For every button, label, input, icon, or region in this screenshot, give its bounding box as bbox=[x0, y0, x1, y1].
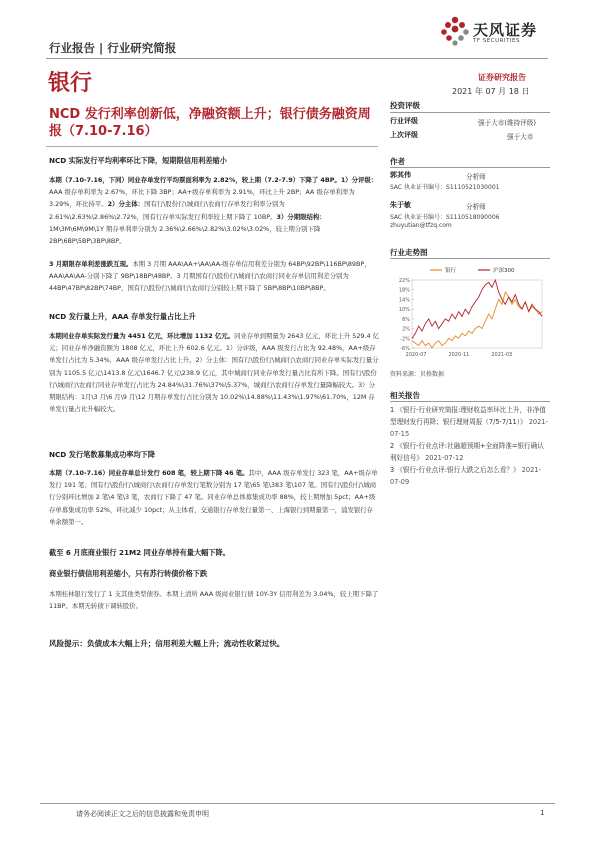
industry-trend-chart bbox=[390, 262, 550, 360]
logo-text-en: TF SECURITIES bbox=[473, 38, 520, 44]
y-tick-label: -6% bbox=[400, 346, 410, 352]
sidebar-divider bbox=[390, 112, 550, 113]
legend-label: 银行 bbox=[445, 268, 457, 274]
footer-disclaimer: 请务必阅读正文之后的信息披露和免责申明 bbox=[76, 810, 209, 818]
report-title: NCD 发行利率创新低，净融资额上升；银行债务融资周报（7.10-7.16） bbox=[49, 107, 371, 139]
prev-rating-label: 上次评级 bbox=[390, 131, 418, 139]
author-cert: SAC 执业证书编号：S1110521030001 bbox=[390, 184, 500, 191]
header-divider bbox=[46, 58, 548, 59]
y-tick-label: 18% bbox=[398, 287, 410, 294]
body-paragraph: 本期桂林银行发行了 1 支其他类型债券。本期上清所 AAA 级商业银行债 10Y-3Y 信用利差为 3.04%，较上期下降了 11BP。本期无转债下调转股价。 bbox=[49, 590, 379, 611]
section-heading: NCD 实际发行平均利率环比下降，短期限信用利差缩小 bbox=[49, 156, 227, 165]
y-tick-label: 6% bbox=[402, 316, 410, 323]
footer-divider bbox=[40, 803, 555, 804]
section-heading: NCD 发行笔数募集成功率均下降 bbox=[49, 450, 156, 459]
y-tick-label: -2% bbox=[400, 336, 410, 343]
report-date: 2021 年 07 月 18 日 bbox=[452, 87, 530, 96]
section-heading: NCD 发行量上升，AAA 存单发行量占比上升 bbox=[49, 312, 196, 321]
chart-frame bbox=[412, 280, 542, 348]
related-report-item[interactable] bbox=[390, 404, 550, 440]
company-logo bbox=[440, 13, 550, 53]
rating-title: 投资评级 bbox=[390, 101, 420, 110]
body-paragraph: 本期（7.10-7.16）同业存单总计发行 608 笔，较上期下降 46 笔。其中，AAA 级存单发行 323 笔，AA+级存单发行 191 笔；国有行\股份行\城商行\农商行存单发行笔数分别为 17 笔\65 笔\383 笔\107 笔。国有行\股份行\城商行分别环比增加 2 笔\4 笔\3 笔，农商行下降了 47 笔。同业存单总体募集成功率 88%，较上期增加 5pct；AA+级存单募集成功率 52%，环比减少 10pct；从主体看，交通银行存单发行量第一、上海银行到期量第一，浦发银行存单余额第一。 bbox=[49, 469, 378, 526]
y-tick-label: 22% bbox=[398, 278, 410, 284]
author-name: 朱于敏 bbox=[390, 201, 411, 209]
body-paragraph: 3 月期限存单利差涨跌互现。本期 3 月期 AAA\AA+\AA\AA-级存单信用利差分别为 64BP\92BP\116BP\89BP，AAA\AA\AA-分别下降了 9BP\18BP\48BP。3 月期国有行\股份行\城商行\农商行同业存单信用利差分别为 44BP\47BP\82BP\74BP，国有行\股份行\城商行\农商行分别较上期下降了 5BP\8BP\10BP\8BP。 bbox=[49, 260, 371, 293]
risk-warning: 风险提示：负债成本大幅上升；信用利差大幅上升；流动性收紧过快。 bbox=[49, 639, 285, 648]
y-tick-label: 10% bbox=[398, 307, 410, 314]
related-report-title[interactable]: 3 《银行-行业点评:银行大跌之后怎么看？》 bbox=[390, 466, 520, 474]
trend-title: 行业走势图 bbox=[390, 248, 428, 257]
x-tick-label: 2020-07 bbox=[405, 352, 427, 358]
report-category: 行业报告 | 行业研究简报 bbox=[49, 41, 177, 55]
series-line-hs300 bbox=[412, 280, 542, 338]
y-tick-label: 14% bbox=[398, 297, 410, 304]
author-name: 郭其伟 bbox=[390, 171, 411, 179]
report-type: 证券研究报告 bbox=[478, 73, 526, 82]
section-heading: 截至 6 月底商业银行 21M2 同业存单持有量大幅下降。 bbox=[49, 548, 230, 557]
trend-chart-svg bbox=[390, 262, 550, 360]
data-source: 资料来源：贝格数据 bbox=[390, 371, 445, 378]
sector-name: 银行 bbox=[48, 71, 93, 96]
author-email-link[interactable]: zhuyutian@tfzq.com bbox=[390, 222, 452, 229]
logo-text-cn: 天风证券 bbox=[473, 21, 538, 39]
authors-title: 作者 bbox=[390, 157, 405, 166]
x-tick-label: 2021-03 bbox=[491, 352, 513, 358]
y-tick-label: 2% bbox=[402, 326, 410, 333]
sidebar-divider bbox=[390, 167, 550, 168]
series-line-bank bbox=[412, 292, 542, 348]
body-paragraph: 本期（7.10-7.16，下同）同业存单发行平均票面利率为 2.82%，较上期（7.2-7.9）下降了 4BP。1）分评级：AAA 级存单利率为 2.67%，环比下降 3BP；AA+级存单利率为 2.91%，环比上升 2BP；AA 级存单利率为 3.29%，环比持平。2）分主体：国有行\股份行\城商行\农商行存单发行利率分别为 2.61%\2.63%\2.86%\2.72%，国有行存单实际发行利率较上期下降了 10BP。3）分期限结构：1M\3M\6M\9M\1Y 期存单利率分别为 2.36%\2.66%\2.82%\3.02%\3.02%，较上期分别下降 2BP\6BP\5BP\3BP\8BP。 bbox=[49, 176, 378, 246]
industry-rating-label: 行业评级 bbox=[390, 117, 418, 125]
page-number: 1 bbox=[540, 809, 545, 817]
author-cert: SAC 执业证书编号：S1110518090006 bbox=[390, 214, 500, 221]
related-title: 相关报告 bbox=[390, 391, 420, 400]
author-role: 分析师 bbox=[466, 203, 486, 211]
related-report-date: 2021-07-09 bbox=[390, 466, 541, 486]
body-paragraph: 本期同业存单实际发行量为 4451 亿元，环比增加 1132 亿元。同业存单到期量为 2643 亿元，环比上升 529.4 亿元；同业存单净融资额为 1808 亿元，环比上升 602.6 亿元。1）分评级，AAA 级发行占比为 92.48%，AA+级存单发行占比为 5.34%，AAA 级存单发行占比上升。2）分主体：国有行\股份行\城商行\农商行同业存单实际发行量分别为 1105.5 亿元\1413.8 亿元\1646.7 亿元\238.9 亿元，其中城商行同业存单发行量占比有所下降。国有行\股份行\城商行\农商行同业存单发行占比为 24.84%\31.76%\37%\5.37%，城商行\农商行存单发行量降幅较大。3）分期限结构：1月\3 月\6 月\9 月\12 月期存单发行占比分别为 10.02%\14.88%\11.43%\1.97%\61.70%，12M 存单发行量占比升幅较大。 bbox=[49, 332, 380, 414]
related-report-title[interactable]: 1 《银行-行业研究简报:理财收益率环比上升，非净值型理财发行再降；银行理财周报（7/5-7/11）》 bbox=[390, 406, 546, 426]
related-report-item[interactable] bbox=[390, 440, 550, 464]
industry-rating-value: 强于大市(维持评级) bbox=[478, 119, 536, 127]
legend-label: 沪深300 bbox=[493, 268, 515, 274]
related-report-list bbox=[390, 404, 550, 488]
logo-mark-icon bbox=[440, 15, 470, 47]
sidebar-divider bbox=[390, 401, 550, 402]
related-report-date: 2021-07-12 bbox=[425, 454, 464, 462]
title-divider bbox=[46, 146, 378, 147]
related-report-title[interactable]: 2 《银行-行业点评:社融超预期+全面降准=银行确认利好信号》 bbox=[390, 442, 544, 462]
x-tick-label: 2020-11 bbox=[448, 352, 470, 358]
sidebar-divider bbox=[390, 258, 550, 259]
related-report-item[interactable] bbox=[390, 464, 550, 488]
prev-rating-value: 强于大市 bbox=[507, 133, 534, 141]
author-role: 分析师 bbox=[466, 173, 486, 181]
related-report-date: 2021-07-15 bbox=[390, 418, 548, 438]
section-heading: 商业银行债信用利差缩小，只有苏行转债价格下跌 bbox=[49, 569, 208, 578]
